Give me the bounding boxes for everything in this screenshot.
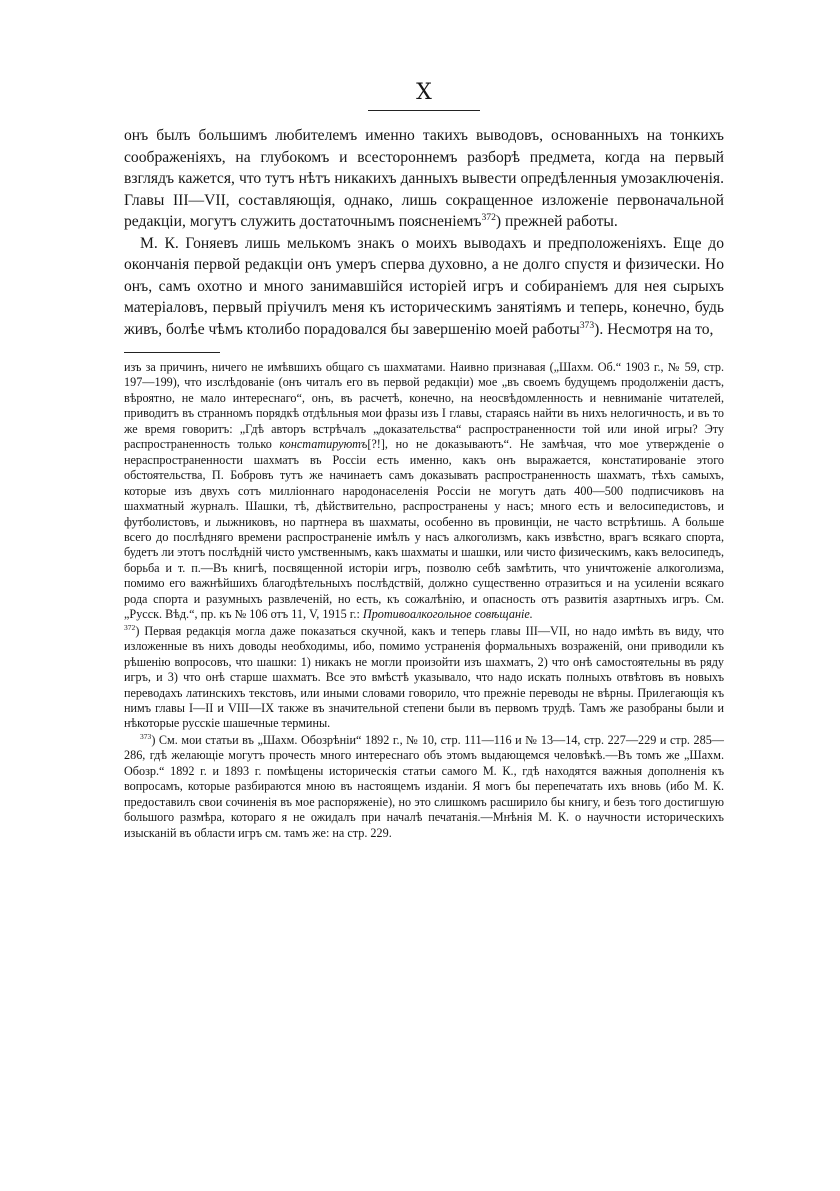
main-text	[124, 125, 724, 340]
footnote-continuation-text-2: [?!], но не доказываютъ“. Не замѣчая, что мое утвержденіе о нераспространенности шахматъ въ Россіи есть именно, какъ онъ выражается, констатированіе этого обстоятельства, П. Бобровъ тутъ же начинаетъ самъ доказывать распространенность шахматъ, тѣхъ самыхъ, которые изъ двухъ сотъ милліоннаго народонаселенія Россіи не могутъ дать 400—500 подписчиковъ на шахматный журналъ. Шашки, тѣ, дѣйствительно, распространены у насъ; много есть и велосипедистовъ, и футболистовъ, и лыжниковъ, но партнера въ шахматы, особенно въ провинціи, не часто встрѣтишь. А больше всего до послѣдняго времени распространеніе имѣлъ у насъ алкоголизмъ, какъ извѣстно, врагъ всякаго спорта, будетъ ли этотъ послѣдній чисто умственнымъ, какъ шахматы и шашки, или чисто физическимъ, какъ велосипедъ, борьба и т. п.—Въ книгѣ, посвященной исторіи игръ, позволю себѣ замѣтить, что уничтоженіе алкоголизма, помимо его важнѣйшихъ благодѣтельныхъ послѣдствій, должно существенно отразиться и на усиленіи всякаго рода спорта и разумныхъ развлеченій, но есть, къ сожалѣнію, и опасность отъ развитія азартныхъ игръ. См. „Русск. Вѣд.“, пр. къ № 106 отъ 11, V, 1915 г.:	[124, 437, 724, 622]
footnote-separator	[124, 352, 220, 353]
footnote-373-text: ) См. мои статьи въ „Шахм. Обозрѣніи“ 1892 г., № 10, стр. 111—116 и № 13—14, стр. 227—229 и стр. 285—286, гдѣ желающіе могутъ прочесть много интереснаго объ этомъ выдающемся человѣкѣ.—Въ томъ же „Шахм. Обозр.“ 1892 г. и 1893 г. помѣщены историческія статьи самого М. К., гдѣ находятся важныя дополненія къ вопросамъ, которые разбираются мною въ настоящемъ изданіи. Я могъ бы перепечатать ихъ вновь (ибо М. К. предоставилъ свои сочиненія въ мое распоряженіе), но это слишкомъ расширило бы книгу, и безъ того достигшую большого размѣра, котораго я не ожидалъ при началѣ печатанія.—Мнѣнія М. К. о научности историческихъ изысканій въ области игръ см. тамъ же: на стр. 229.	[124, 732, 724, 840]
footnote-372	[124, 624, 724, 732]
book-page	[124, 78, 724, 842]
footnote-ref-372: 372	[481, 211, 496, 223]
paragraph-2	[124, 233, 724, 341]
paragraph-1	[124, 125, 724, 233]
footnote-372-mark: 372	[124, 622, 136, 632]
paragraph-2-tail: ). Несмотря на то,	[594, 320, 714, 338]
page-number: X	[416, 80, 432, 105]
footnote-continuation	[124, 360, 724, 623]
paragraph-2-text: М. К. Гоняевъ лишь мелькомъ знакъ о моихъ выводахъ и предположеніяхъ. Еще до окончанія первой редакціи онъ умеръ сперва духовно, а не долго спустя и физически. Но онъ, самъ охотно и много занимавшійся исторіей игръ и собираніемъ для нея сырыхъ матеріаловъ, первый пріучилъ меня къ историческимъ занятіямъ и теперь, конечно, будь живъ, болѣе чѣмъ ктолибо порадовался бы завершенію моей работы	[124, 234, 724, 338]
footnote-emphasis: констатируютъ	[279, 437, 368, 452]
footnote-continuation-text: изъ за причинъ, ничего не имѣвшихъ общаго съ шахматами. Наивно признавая („Шахм. Об.“ 1903 г., № 59, стр. 197—199), что изслѣдованіе (онъ читалъ его въ первой редакціи) мое „въ своемъ будущемъ продолженіи дастъ, вѣроятно, не мало интереснаго“, онъ, въ расчетѣ, конечно, на неосвѣдомленность и невниманіе читателей, приводитъ въ странномъ порядкѣ отдѣльныя мои фразы изъ I главы, стараясь найти въ нихъ нелогичность, и въ то же время говоритъ: „Гдѣ авторъ встрѣчалъ „доказательства“ распространенности той или иной игры? Эту распространенность только	[124, 360, 724, 452]
paragraph-1-tail: ) прежней работы.	[495, 213, 618, 230]
paragraph-1-text: онъ былъ большимъ любителемъ именно такихъ выводовъ, основанныхъ на тонкихъ соображеніяхъ, на глубокомъ и всестороннемъ разборѣ предмета, когда на первый взглядъ кажется, что тутъ нѣтъ никакихъ данныхъ вывести опредѣленныя умозаключенія. Главы III—VII, составляющія, однако, лишь сокращенное изложеніе первоначальной редакціи, могутъ служить достаточнымъ поясненіемъ	[124, 127, 724, 230]
footnote-373-mark: 373	[140, 731, 152, 741]
header-rule	[368, 110, 480, 111]
footnote-ref-373: 373	[579, 319, 595, 331]
footnotes	[124, 360, 724, 841]
footnote-article-title: Противоалкогольное совѣщаніе.	[362, 607, 533, 622]
footnote-373	[124, 733, 724, 841]
footnote-372-text: ) Первая редакція могла даже показаться скучной, какъ и теперь главы III—VII, но надо имѣть въ виду, что изложенные въ нихъ доводы необходимы, ибо, помимо устраненія формальныхъ возраженій, они приводили къ рѣшенію вопросовъ, что шашки: 1) никакъ не могли произойти изъ шахматъ, 2) что онѣ самостоятельны въ ряду игръ, и 3) что онѣ старше шахматъ. Все это вмѣстѣ указывало, что надо искать полныхъ отвѣтовъ въ новыхъ переводахъ латинскихъ текстовъ, или иными словами говорило, что прежніе переводы не вѣрны. Прилегающія къ нимъ главы I—II и VIII—IX также въ значительной степени были въ первомъ трудѣ. Тамъ же разобраны были и нѣкоторые русскіе шашечные термины.	[124, 623, 724, 731]
